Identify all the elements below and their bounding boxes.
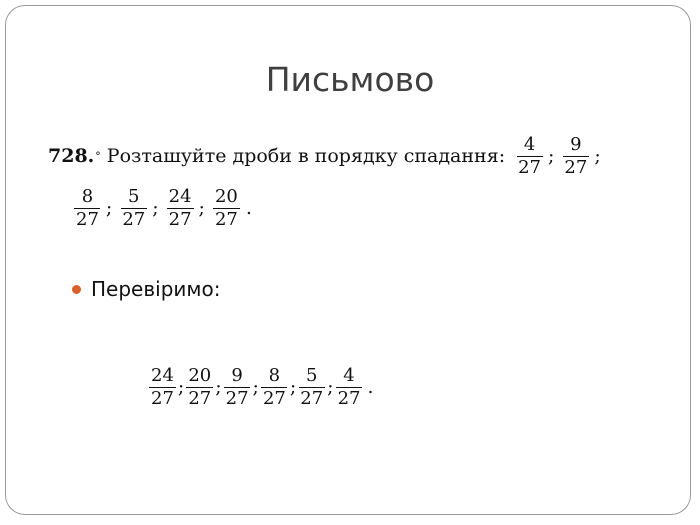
problem-line-2	[72, 184, 252, 232]
fraction-denominator: 27	[262, 387, 286, 409]
answer-line	[148, 364, 374, 410]
fraction-denominator: 27	[151, 387, 174, 409]
fraction-denominator: 27	[564, 156, 588, 178]
problem-number: 728.	[48, 145, 95, 167]
problem-fraction	[74, 187, 101, 230]
fraction-denominator: 27	[225, 387, 249, 409]
problem-fraction	[213, 187, 240, 230]
fraction-numerator: 4	[336, 366, 362, 388]
answer-fraction	[149, 366, 176, 409]
fraction-numerator: 5	[121, 187, 147, 209]
fraction-separator: ;	[289, 376, 297, 398]
problem-fraction	[516, 135, 543, 178]
problem-fraction	[120, 187, 147, 230]
answer-fraction	[261, 366, 288, 409]
fraction-separator: ;	[594, 145, 601, 167]
problem-end-period: .	[245, 197, 252, 219]
fraction-separator: ;	[327, 376, 334, 398]
fraction-separator: ;	[252, 376, 259, 398]
fraction-numerator: 24	[151, 364, 174, 386]
fraction-separator: ;	[152, 197, 159, 219]
fraction-separator: ;	[198, 197, 205, 219]
slide-title: Письмово	[265, 60, 435, 99]
problem-degree-mark: °	[95, 149, 101, 163]
bullet-dot-icon	[72, 285, 81, 294]
fraction-numerator: 8	[261, 366, 287, 388]
fraction-numerator: 9	[563, 135, 589, 157]
fraction-numerator: 20	[214, 185, 238, 207]
fraction-denominator: 27	[188, 387, 212, 409]
fraction-denominator: 27	[168, 208, 192, 230]
answer-fraction	[336, 366, 363, 409]
fraction-separator: ;	[177, 376, 185, 398]
fraction-numerator: 9	[224, 366, 250, 388]
answer-fraction	[298, 366, 325, 409]
check-bullet-item	[72, 274, 220, 304]
fraction-denominator: 27	[518, 156, 542, 178]
fraction-numerator: 8	[74, 187, 100, 209]
fraction-numerator: 20	[188, 364, 212, 386]
fraction-separator: ;	[548, 145, 555, 167]
answer-fraction	[186, 366, 213, 409]
fraction-numerator: 24	[168, 185, 192, 207]
fraction-denominator: 27	[122, 208, 146, 230]
fraction-numerator: 4	[517, 135, 543, 157]
fraction-separator: ;	[215, 376, 222, 398]
problem-text: Розташуйте дроби в порядку спадання:	[106, 145, 506, 167]
fraction-denominator: 27	[337, 387, 361, 409]
answer-fraction	[224, 366, 251, 409]
fraction-denominator: 27	[300, 387, 324, 409]
fraction-separator: ;	[105, 197, 113, 219]
problem-fraction	[562, 135, 589, 178]
check-label: Перевіримо:	[91, 277, 221, 301]
fraction-numerator: 5	[299, 366, 325, 388]
fraction-denominator: 27	[76, 208, 99, 230]
answer-end-period: .	[367, 376, 374, 398]
problem-fraction	[167, 187, 194, 230]
fraction-denominator: 27	[214, 208, 238, 230]
problem-line-1	[48, 133, 607, 179]
